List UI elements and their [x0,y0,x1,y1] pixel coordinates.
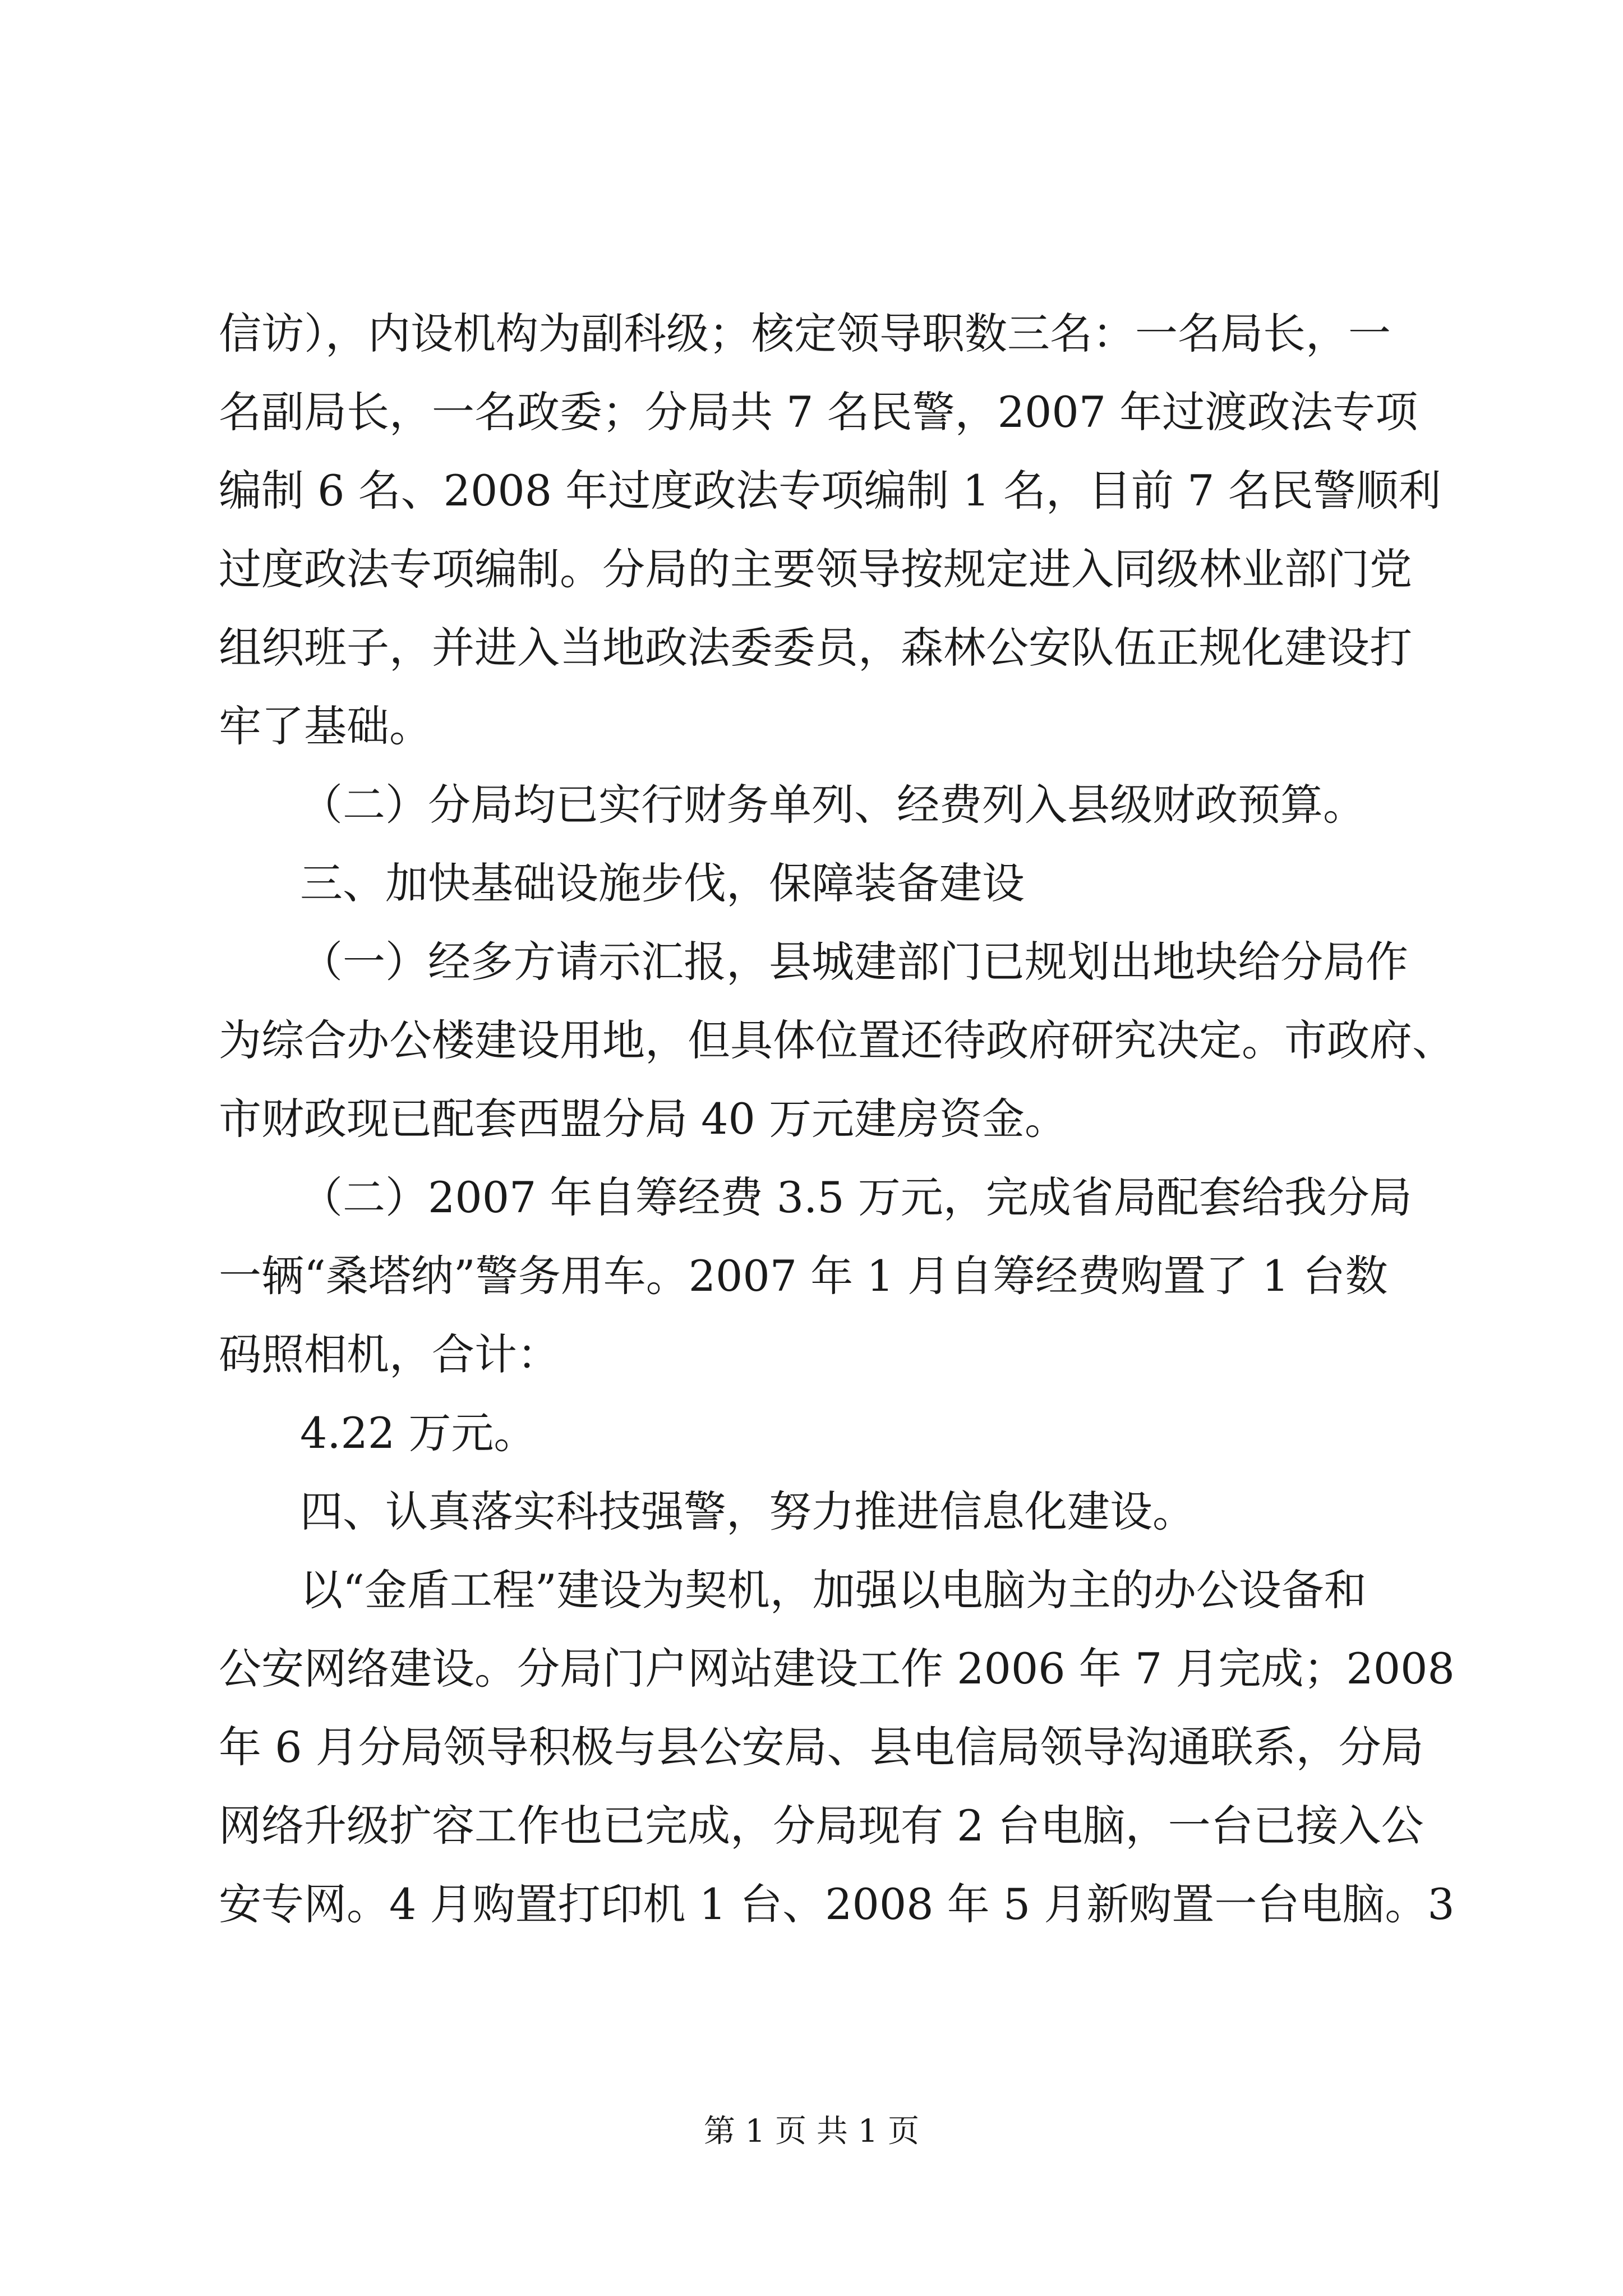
body-line-11: 市财政现已配套西盟分局 40 万元建房资金。 [219,1094,1068,1144]
page-footer: 第 1 页 共 1 页 [703,2113,920,2150]
body-line-17: 以“金盾工程”建设为契机，加强以电脑为主的办公设备和 [300,1565,1367,1615]
body-line-1: 信访），内设机构为副科级；核定领导职数三名：一名局长，一 [219,309,1391,358]
body-line-14: 码照相机，合计： [219,1329,560,1379]
body-line-7: （二）分局均已实行财务单列、经费列入县级财政预算。 [300,780,1366,830]
section-heading-3: 三、加快基础设施步伐，保障装备建设 [300,858,1025,908]
body-line-6: 牢了基础。 [219,701,432,751]
body-line-21: 安专网。4 月购置打印机 1 台、2008 年 5 月新购置一台电脑。3 [219,1879,1455,1929]
section-heading-4: 四、认真落实科技强警，努力推进信息化建设。 [300,1487,1195,1536]
body-line-18: 公安网络建设。分局门户网站建设工作 2006 年 7 月完成；2008 [219,1644,1455,1694]
body-line-5: 组织班子，并进入当地政法委委员，森林公安队伍正规化建设打 [219,623,1412,673]
body-line-12: （二）2007 年自筹经费 3.5 万元，完成省局配套给我分局 [300,1172,1412,1222]
body-line-9: （一）经多方请示汇报，县城建部门已规划出地块给分局作 [300,937,1408,987]
body-line-20: 网络升级扩容工作也已完成，分局现有 2 台电脑，一台已接入公 [219,1801,1424,1851]
body-line-13: 一辆“桑塔纳”警务用车。2007 年 1 月自筹经费购置了 1 台数 [219,1251,1388,1301]
body-line-2: 名副局长，一名政委；分局共 7 名民警，2007 年过渡政法专项 [219,387,1418,437]
body-line-15: 4.22 万元。 [300,1408,537,1458]
body-line-3: 编制 6 名、2008 年过度政法专项编制 1 名，目前 7 名民警顺利 [219,466,1441,516]
body-line-4: 过度政法专项编制。分局的主要领导按规定进入同级林业部门党 [219,544,1412,594]
body-line-10: 为综合办公楼建设用地，但具体位置还待政府研究决定。市政府、 [219,1015,1455,1065]
body-line-19: 年 6 月分局领导积极与县公安局、县电信局领导沟通联系，分局 [219,1722,1424,1772]
